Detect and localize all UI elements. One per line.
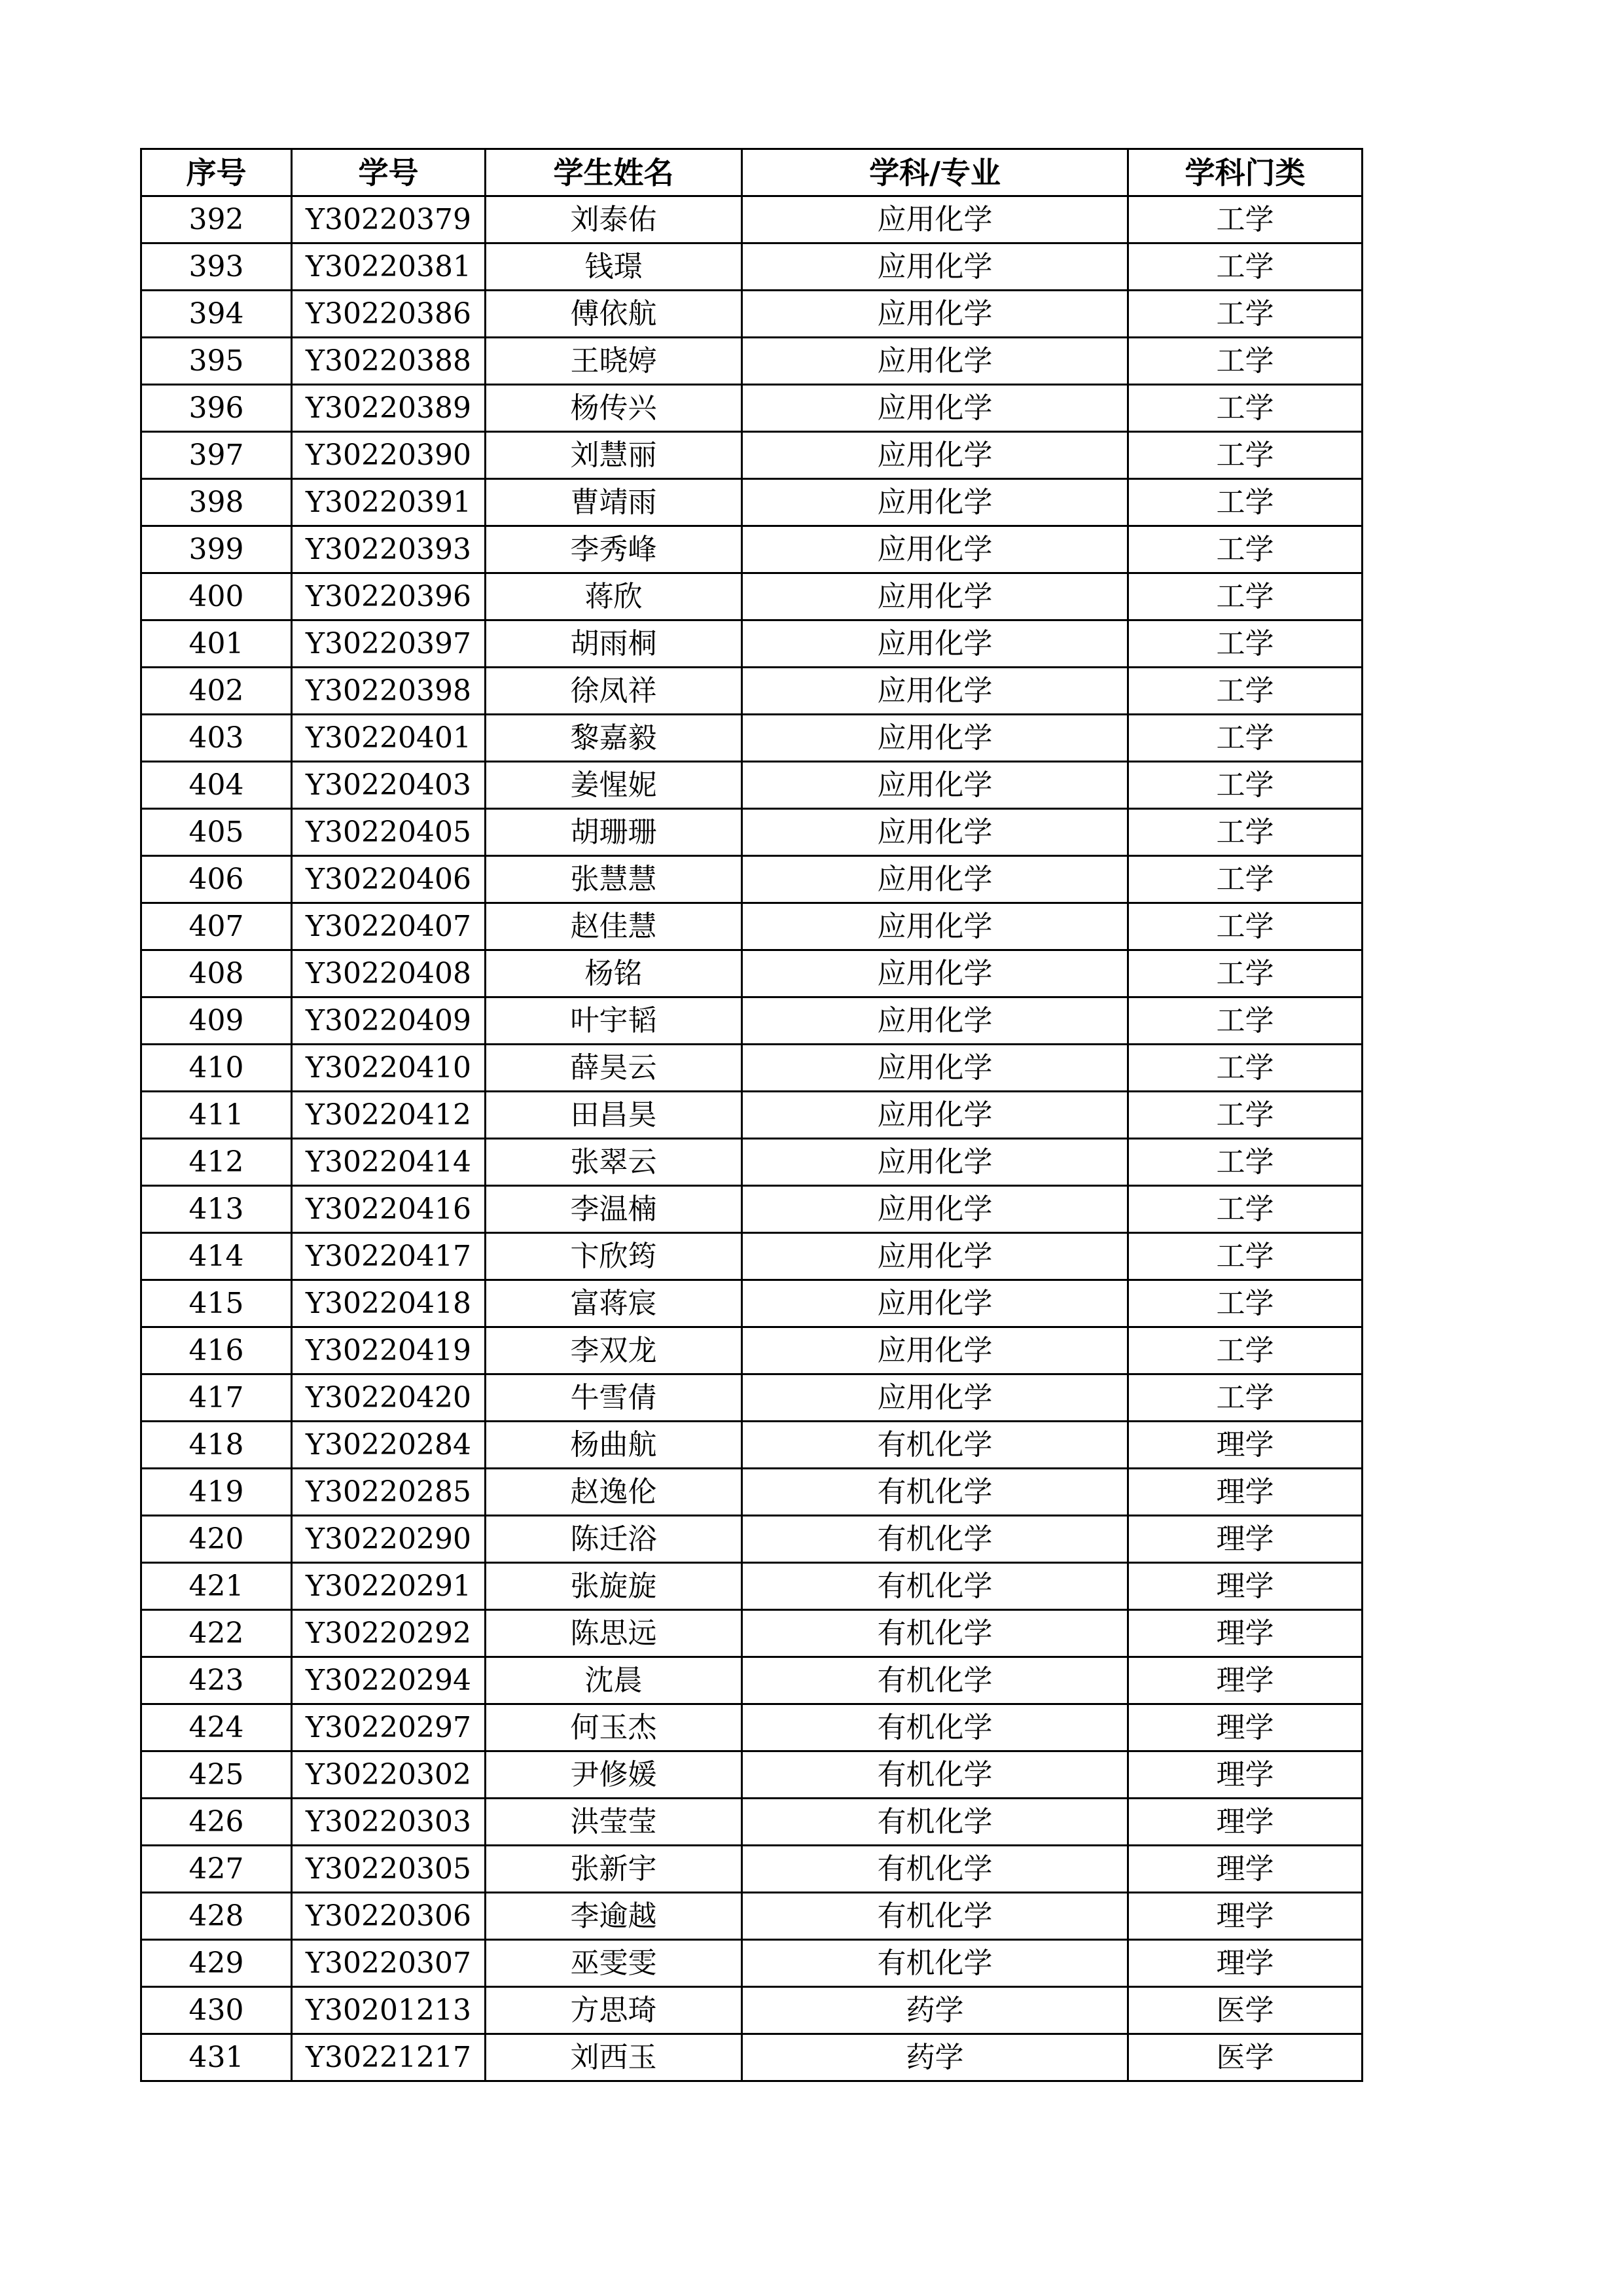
cell-student-id: Y30220403 [292, 762, 486, 809]
cell-student-id: Y30220416 [292, 1186, 486, 1233]
table-header [141, 149, 1363, 196]
cell-index: 407 [141, 903, 292, 950]
cell-student-name: 胡雨桐 [486, 620, 742, 668]
cell-student-id: Y30220405 [292, 809, 486, 856]
cell-student-name: 张旋旋 [486, 1563, 742, 1610]
table-row [141, 243, 1363, 291]
table-row [141, 1422, 1363, 1469]
table-body [141, 196, 1363, 2081]
student-roster-table [140, 148, 1363, 2082]
cell-discipline: 应用化学 [742, 620, 1128, 668]
cell-student-id: Y30220388 [292, 338, 486, 385]
cell-discipline: 应用化学 [742, 1045, 1128, 1092]
cell-discipline: 有机化学 [742, 1610, 1128, 1657]
cell-student-id: Y30220389 [292, 385, 486, 432]
cell-category: 工学 [1128, 243, 1363, 291]
cell-student-name: 张慧慧 [486, 856, 742, 903]
cell-category: 工学 [1128, 479, 1363, 526]
table-row [141, 196, 1363, 243]
table-row [141, 1327, 1363, 1374]
cell-student-name: 杨铭 [486, 950, 742, 997]
cell-discipline: 应用化学 [742, 856, 1128, 903]
cell-index: 408 [141, 950, 292, 997]
cell-student-id: Y30220294 [292, 1657, 486, 1704]
cell-category: 理学 [1128, 1704, 1363, 1751]
cell-category: 理学 [1128, 1846, 1363, 1893]
cell-student-name: 李秀峰 [486, 526, 742, 573]
cell-student-name: 尹修媛 [486, 1751, 742, 1799]
cell-index: 403 [141, 715, 292, 762]
cell-category: 工学 [1128, 1327, 1363, 1374]
cell-student-id: Y30220412 [292, 1092, 486, 1139]
table-row [141, 1751, 1363, 1799]
table-row [141, 1092, 1363, 1139]
cell-index: 396 [141, 385, 292, 432]
table-row [141, 1704, 1363, 1751]
cell-student-name: 何玉杰 [486, 1704, 742, 1751]
table-row [141, 1139, 1363, 1186]
cell-index: 415 [141, 1280, 292, 1327]
cell-discipline: 应用化学 [742, 432, 1128, 479]
table-row [141, 385, 1363, 432]
cell-category: 理学 [1128, 1940, 1363, 1987]
cell-student-name: 富蒋宸 [486, 1280, 742, 1327]
cell-discipline: 应用化学 [742, 291, 1128, 338]
cell-index: 431 [141, 2034, 292, 2081]
cell-category: 理学 [1128, 1422, 1363, 1469]
cell-student-id: Y30201213 [292, 1987, 486, 2034]
cell-index: 405 [141, 809, 292, 856]
table-row [141, 2034, 1363, 2081]
cell-category: 理学 [1128, 1799, 1363, 1846]
table-row [141, 620, 1363, 668]
cell-category: 工学 [1128, 385, 1363, 432]
cell-student-id: Y30220292 [292, 1610, 486, 1657]
cell-discipline: 应用化学 [742, 526, 1128, 573]
table-row [141, 1987, 1363, 2034]
cell-category: 工学 [1128, 715, 1363, 762]
cell-category: 医学 [1128, 1987, 1363, 2034]
table-row [141, 479, 1363, 526]
table-row [141, 1186, 1363, 1233]
cell-index: 398 [141, 479, 292, 526]
table-row [141, 432, 1363, 479]
cell-discipline: 应用化学 [742, 1092, 1128, 1139]
cell-category: 工学 [1128, 620, 1363, 668]
cell-index: 430 [141, 1987, 292, 2034]
cell-student-name: 曹靖雨 [486, 479, 742, 526]
cell-discipline: 应用化学 [742, 1374, 1128, 1422]
cell-student-id: Y30220379 [292, 196, 486, 243]
cell-student-name: 张新宇 [486, 1846, 742, 1893]
table-row [141, 526, 1363, 573]
table-row [141, 809, 1363, 856]
cell-category: 工学 [1128, 1233, 1363, 1280]
cell-category: 理学 [1128, 1751, 1363, 1799]
cell-student-name: 刘泰佑 [486, 196, 742, 243]
cell-student-name: 陈迁浴 [486, 1516, 742, 1563]
cell-student-name: 杨曲航 [486, 1422, 742, 1469]
cell-category: 工学 [1128, 1045, 1363, 1092]
cell-student-name: 卞欣筠 [486, 1233, 742, 1280]
cell-student-name: 沈晨 [486, 1657, 742, 1704]
cell-student-name: 刘慧丽 [486, 432, 742, 479]
cell-index: 426 [141, 1799, 292, 1846]
cell-discipline: 有机化学 [742, 1704, 1128, 1751]
cell-student-name: 田昌昊 [486, 1092, 742, 1139]
cell-discipline: 应用化学 [742, 950, 1128, 997]
cell-student-id: Y30220390 [292, 432, 486, 479]
table-row [141, 1563, 1363, 1610]
cell-student-id: Y30220401 [292, 715, 486, 762]
cell-student-name: 赵逸伦 [486, 1469, 742, 1516]
table-row [141, 997, 1363, 1045]
cell-student-name: 徐凤祥 [486, 668, 742, 715]
cell-student-id: Y30220397 [292, 620, 486, 668]
table-row [141, 856, 1363, 903]
cell-student-id: Y30220398 [292, 668, 486, 715]
cell-student-name: 李逾越 [486, 1893, 742, 1940]
cell-category: 理学 [1128, 1657, 1363, 1704]
cell-index: 409 [141, 997, 292, 1045]
cell-category: 理学 [1128, 1563, 1363, 1610]
table-row [141, 1940, 1363, 1987]
header-category: 学科门类 [1128, 149, 1363, 196]
table-row [141, 338, 1363, 385]
table-row [141, 1233, 1363, 1280]
header-student-id: 学号 [292, 149, 486, 196]
cell-category: 工学 [1128, 997, 1363, 1045]
cell-category: 工学 [1128, 1092, 1363, 1139]
cell-category: 医学 [1128, 2034, 1363, 2081]
cell-index: 400 [141, 573, 292, 620]
table-row [141, 762, 1363, 809]
cell-discipline: 药学 [742, 2034, 1128, 2081]
cell-discipline: 有机化学 [742, 1751, 1128, 1799]
cell-category: 工学 [1128, 196, 1363, 243]
cell-index: 417 [141, 1374, 292, 1422]
cell-discipline: 应用化学 [742, 385, 1128, 432]
header-index: 序号 [141, 149, 292, 196]
cell-index: 429 [141, 1940, 292, 1987]
cell-category: 工学 [1128, 1186, 1363, 1233]
cell-index: 410 [141, 1045, 292, 1092]
table-row [141, 291, 1363, 338]
cell-discipline: 应用化学 [742, 196, 1128, 243]
table-row [141, 668, 1363, 715]
cell-category: 工学 [1128, 809, 1363, 856]
table-row [141, 1516, 1363, 1563]
cell-index: 423 [141, 1657, 292, 1704]
cell-discipline: 有机化学 [742, 1516, 1128, 1563]
cell-student-id: Y30220297 [292, 1704, 486, 1751]
table-row [141, 1280, 1363, 1327]
cell-index: 413 [141, 1186, 292, 1233]
cell-student-name: 叶宇韬 [486, 997, 742, 1045]
cell-student-id: Y30220284 [292, 1422, 486, 1469]
cell-category: 工学 [1128, 432, 1363, 479]
cell-category: 工学 [1128, 338, 1363, 385]
cell-student-name: 胡珊珊 [486, 809, 742, 856]
cell-index: 401 [141, 620, 292, 668]
cell-category: 工学 [1128, 762, 1363, 809]
cell-discipline: 应用化学 [742, 1233, 1128, 1280]
cell-discipline: 药学 [742, 1987, 1128, 2034]
cell-student-name: 蒋欣 [486, 573, 742, 620]
cell-student-name: 洪莹莹 [486, 1799, 742, 1846]
header-student-name: 学生姓名 [486, 149, 742, 196]
cell-index: 392 [141, 196, 292, 243]
cell-student-id: Y30220307 [292, 1940, 486, 1987]
cell-discipline: 应用化学 [742, 1327, 1128, 1374]
table-row [141, 1610, 1363, 1657]
cell-index: 418 [141, 1422, 292, 1469]
cell-discipline: 应用化学 [742, 1280, 1128, 1327]
cell-category: 工学 [1128, 856, 1363, 903]
cell-student-id: Y30220303 [292, 1799, 486, 1846]
cell-category: 工学 [1128, 526, 1363, 573]
cell-category: 理学 [1128, 1469, 1363, 1516]
cell-index: 428 [141, 1893, 292, 1940]
cell-student-name: 赵佳慧 [486, 903, 742, 950]
table-row [141, 573, 1363, 620]
cell-discipline: 有机化学 [742, 1940, 1128, 1987]
cell-discipline: 应用化学 [742, 1186, 1128, 1233]
cell-discipline: 有机化学 [742, 1422, 1128, 1469]
table-row [141, 1469, 1363, 1516]
cell-category: 理学 [1128, 1610, 1363, 1657]
cell-discipline: 应用化学 [742, 243, 1128, 291]
cell-discipline: 应用化学 [742, 479, 1128, 526]
cell-discipline: 应用化学 [742, 573, 1128, 620]
cell-index: 394 [141, 291, 292, 338]
cell-student-id: Y30220408 [292, 950, 486, 997]
table-row [141, 1893, 1363, 1940]
cell-student-id: Y30220414 [292, 1139, 486, 1186]
cell-category: 工学 [1128, 903, 1363, 950]
cell-student-id: Y30220291 [292, 1563, 486, 1610]
cell-student-id: Y30220306 [292, 1893, 486, 1940]
cell-index: 425 [141, 1751, 292, 1799]
cell-student-name: 薛昊云 [486, 1045, 742, 1092]
cell-index: 424 [141, 1704, 292, 1751]
cell-category: 工学 [1128, 1374, 1363, 1422]
cell-index: 412 [141, 1139, 292, 1186]
cell-discipline: 应用化学 [742, 762, 1128, 809]
cell-student-id: Y30220406 [292, 856, 486, 903]
table-row [141, 1846, 1363, 1893]
table-row [141, 715, 1363, 762]
cell-student-id: Y30221217 [292, 2034, 486, 2081]
table-row [141, 903, 1363, 950]
cell-index: 395 [141, 338, 292, 385]
cell-index: 420 [141, 1516, 292, 1563]
cell-index: 427 [141, 1846, 292, 1893]
cell-student-id: Y30220393 [292, 526, 486, 573]
cell-student-name: 傅依航 [486, 291, 742, 338]
table-row [141, 950, 1363, 997]
cell-discipline: 应用化学 [742, 338, 1128, 385]
cell-index: 397 [141, 432, 292, 479]
cell-student-name: 陈思远 [486, 1610, 742, 1657]
cell-index: 404 [141, 762, 292, 809]
cell-student-name: 黎嘉毅 [486, 715, 742, 762]
cell-discipline: 有机化学 [742, 1469, 1128, 1516]
cell-student-name: 张翠云 [486, 1139, 742, 1186]
cell-student-id: Y30220419 [292, 1327, 486, 1374]
cell-student-id: Y30220420 [292, 1374, 486, 1422]
cell-index: 422 [141, 1610, 292, 1657]
cell-student-name: 方思琦 [486, 1987, 742, 2034]
header-discipline: 学科/专业 [742, 149, 1128, 196]
table-row [141, 1045, 1363, 1092]
cell-student-id: Y30220290 [292, 1516, 486, 1563]
table-row [141, 1799, 1363, 1846]
cell-index: 419 [141, 1469, 292, 1516]
cell-discipline: 有机化学 [742, 1657, 1128, 1704]
cell-category: 理学 [1128, 1893, 1363, 1940]
cell-discipline: 有机化学 [742, 1563, 1128, 1610]
cell-student-id: Y30220418 [292, 1280, 486, 1327]
cell-index: 416 [141, 1327, 292, 1374]
cell-index: 393 [141, 243, 292, 291]
cell-category: 工学 [1128, 1280, 1363, 1327]
table-row [141, 1374, 1363, 1422]
cell-student-id: Y30220302 [292, 1751, 486, 1799]
cell-discipline: 有机化学 [742, 1846, 1128, 1893]
cell-discipline: 有机化学 [742, 1799, 1128, 1846]
cell-category: 工学 [1128, 950, 1363, 997]
cell-student-id: Y30220305 [292, 1846, 486, 1893]
cell-category: 工学 [1128, 668, 1363, 715]
cell-student-id: Y30220381 [292, 243, 486, 291]
cell-discipline: 有机化学 [742, 1893, 1128, 1940]
cell-student-id: Y30220410 [292, 1045, 486, 1092]
cell-discipline: 应用化学 [742, 809, 1128, 856]
cell-student-name: 杨传兴 [486, 385, 742, 432]
cell-category: 工学 [1128, 291, 1363, 338]
cell-student-id: Y30220407 [292, 903, 486, 950]
cell-student-name: 李温楠 [486, 1186, 742, 1233]
cell-discipline: 应用化学 [742, 997, 1128, 1045]
cell-student-name: 姜惺妮 [486, 762, 742, 809]
cell-index: 421 [141, 1563, 292, 1610]
cell-category: 工学 [1128, 573, 1363, 620]
cell-category: 理学 [1128, 1516, 1363, 1563]
cell-index: 414 [141, 1233, 292, 1280]
cell-discipline: 应用化学 [742, 1139, 1128, 1186]
cell-student-name: 牛雪倩 [486, 1374, 742, 1422]
cell-student-id: Y30220391 [292, 479, 486, 526]
cell-index: 406 [141, 856, 292, 903]
cell-student-name: 钱璟 [486, 243, 742, 291]
cell-discipline: 应用化学 [742, 668, 1128, 715]
cell-student-id: Y30220285 [292, 1469, 486, 1516]
cell-student-name: 王晓婷 [486, 338, 742, 385]
cell-student-id: Y30220417 [292, 1233, 486, 1280]
cell-student-name: 巫雯雯 [486, 1940, 742, 1987]
cell-discipline: 应用化学 [742, 715, 1128, 762]
cell-student-id: Y30220386 [292, 291, 486, 338]
cell-index: 402 [141, 668, 292, 715]
cell-student-name: 刘西玉 [486, 2034, 742, 2081]
cell-student-id: Y30220409 [292, 997, 486, 1045]
cell-student-id: Y30220396 [292, 573, 486, 620]
cell-index: 411 [141, 1092, 292, 1139]
header-row [141, 149, 1363, 196]
cell-category: 工学 [1128, 1139, 1363, 1186]
table-row [141, 1657, 1363, 1704]
cell-index: 399 [141, 526, 292, 573]
cell-discipline: 应用化学 [742, 903, 1128, 950]
cell-student-name: 李双龙 [486, 1327, 742, 1374]
